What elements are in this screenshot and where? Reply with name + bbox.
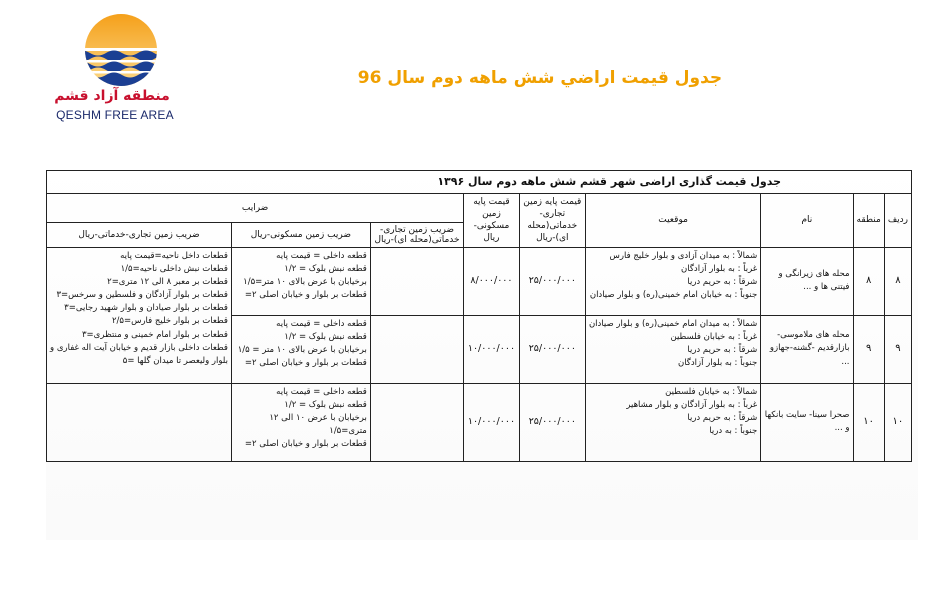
location-line: شرقاً : به حریم دریا <box>687 276 758 287</box>
header-coef-commercial: ضریب زمین تجاری-خدماتی-ریال <box>47 222 232 247</box>
coef-residential-cell <box>231 383 370 461</box>
location-line: شمالاً : به خیابان فلسطین <box>665 386 758 397</box>
header-coefficients: ضرایب <box>47 194 464 223</box>
coef-line: قطعه نبش بلوک = ۱/۲ <box>284 331 367 342</box>
header-zone: منطقه <box>853 194 884 248</box>
area-name: محله های ملاموسی-بازارقدیم -گشنه-جهازو ... <box>761 315 853 383</box>
base-commercial-price: ۲۵/۰۰۰/۰۰۰ <box>519 383 585 461</box>
coef-line: قطعات نبش داخلی ناحیه=۱/۵ <box>120 263 228 274</box>
zone-number: ۹ <box>853 315 884 383</box>
coef-neighborhood-cell <box>370 315 463 383</box>
coef-line: قطعات بر بلوار امام خمینی و منتظری=۳ <box>81 329 228 340</box>
base-residential-price: ۱۰/۰۰۰/۰۰۰ <box>464 383 519 461</box>
location-line: غرباً : به بلوار آزادگان <box>681 263 758 274</box>
zone-number: ۸ <box>853 247 884 315</box>
coef-line: قطعات داخلی بازار قدیم و خیابان آیت اله غفاری و <box>50 342 228 353</box>
land-price-table <box>46 170 912 462</box>
base-commercial-price: ۲۵/۰۰۰/۰۰۰ <box>519 315 585 383</box>
location-cell <box>585 247 760 315</box>
location-cell <box>585 383 760 461</box>
row-number: ۱۰ <box>884 383 911 461</box>
coef-line: قطعه داخلی = قیمت پایه <box>276 318 367 329</box>
base-residential-price: ۱۰/۰۰۰/۰۰۰ <box>464 315 519 383</box>
area-name: صحرا سینا- سایت بانکها و ... <box>761 383 853 461</box>
coef-line: قطعه نبش بلوک = ۱/۲ <box>284 263 367 274</box>
table-row <box>47 383 912 461</box>
coef-line: قطعه داخلی = قیمت پایه <box>276 250 367 261</box>
table-caption: جدول قیمت گذاری اراضی شهر قشم شش ماهه دوم سال ۱۳۹۶ <box>47 171 912 194</box>
location-line: جنوباً : به دریا <box>709 426 758 437</box>
row-number: ۸ <box>884 247 911 315</box>
coef-line: قطعات بر بلوار صیادان و بلوار شهید رجایی=۳ <box>64 303 228 314</box>
header-row-no: ردیف <box>884 194 911 248</box>
coef-neighborhood-cell <box>370 383 463 461</box>
coef-line: قطعات بر بلوار آزادگان و فلسطین و سرخس=۳ <box>56 290 228 301</box>
coef-neighborhood-cell <box>370 247 463 315</box>
coef-line: قطعه داخلی = قیمت پایه <box>276 386 367 397</box>
location-line: غرباً : به خیابان فلسطین <box>670 331 758 342</box>
header-name: نام <box>761 194 853 248</box>
location-cell <box>585 315 760 383</box>
scanned-document <box>46 160 918 540</box>
coef-line: قطعات بر بلوار و خیابان اصلی ۲= <box>244 439 367 450</box>
header-base-commercial: قیمت پایه زمین تجاری-خدماتی(محله ای)-ریال <box>519 194 585 248</box>
coef-line: قطعات بر بلوار و خیابان اصلی ۲= <box>244 358 367 369</box>
base-residential-price: ۸/۰۰۰/۰۰۰ <box>464 247 519 315</box>
area-name: محله های زیرانگی و فیتنی ها و ... <box>761 247 853 315</box>
location-line: شمالاً : به میدان آزادی و بلوار خلیج فارس <box>609 250 758 261</box>
location-line: جنوباً : به خیابان امام خمینی(ره) و بلوار صیادان <box>589 290 758 301</box>
table-row <box>47 247 912 315</box>
coef-line: برخیابان با عرض بالای ۱۰ متر=۱/۵ <box>243 276 367 287</box>
coef-commercial-cell-empty <box>47 383 232 461</box>
coef-line: برخیابان با عرض ۱۰ الی ۱۲ <box>269 412 367 423</box>
coef-commercial-cell <box>47 247 232 383</box>
logo-english-text: QESHM FREE AREA <box>56 108 174 122</box>
coef-line: قطعات بر معبر ۸ الی ۱۲ متری=۲ <box>107 276 228 287</box>
location-line: غرباً : به بلوار آزادگان و بلوار مشاهیر <box>626 399 758 410</box>
zone-number: ۱۰ <box>853 383 884 461</box>
header-coef-residential: ضریب زمین مسکونی-ریال <box>231 222 370 247</box>
location-line: شرقاً : به حریم دریا <box>687 412 758 423</box>
page-title: جدول قیمت اراضي شش ماهه دوم سال 96 <box>357 68 723 88</box>
coef-line: برخیابان با عرض بالای ۱۰ متر = ۱/۵ <box>237 344 367 355</box>
logo-persian-text: منطقه آزاد قشم <box>54 88 170 104</box>
coef-line: قطعات بر بلوار و خیابان اصلی ۲= <box>244 290 367 301</box>
coef-line: بلوار ولیعصر تا میدان گلها =۵ <box>122 355 228 366</box>
location-line: شمالاً : به میدان امام خمینی(ره) و بلوار صیادان <box>588 318 758 329</box>
location-line: شرقاً : به حریم دریا <box>687 344 758 355</box>
base-commercial-price: ۲۵/۰۰۰/۰۰۰ <box>519 247 585 315</box>
header-location: موقعیت <box>585 194 760 248</box>
row-number: ۹ <box>884 315 911 383</box>
coef-residential-cell <box>231 315 370 383</box>
header-coef-neighborhood: ضریب زمین تجاری-خدماتی(محله ای)-ریال <box>370 222 463 247</box>
coef-line: قطعات بر بلوار خلیج فارس=۲/۵ <box>111 316 228 327</box>
location-line: جنوباً : به بلوار آزادگان <box>677 358 758 369</box>
coef-line: متری=۱/۵ <box>329 426 367 437</box>
coef-residential-cell <box>231 247 370 315</box>
header-base-residential: قیمت پایه زمین مسکونی-ریال <box>464 194 519 248</box>
coef-line: قطعه نبش بلوک = ۱/۲ <box>284 399 367 410</box>
coef-line: قطعات داخل ناحیه=قیمت پایه <box>120 250 228 261</box>
